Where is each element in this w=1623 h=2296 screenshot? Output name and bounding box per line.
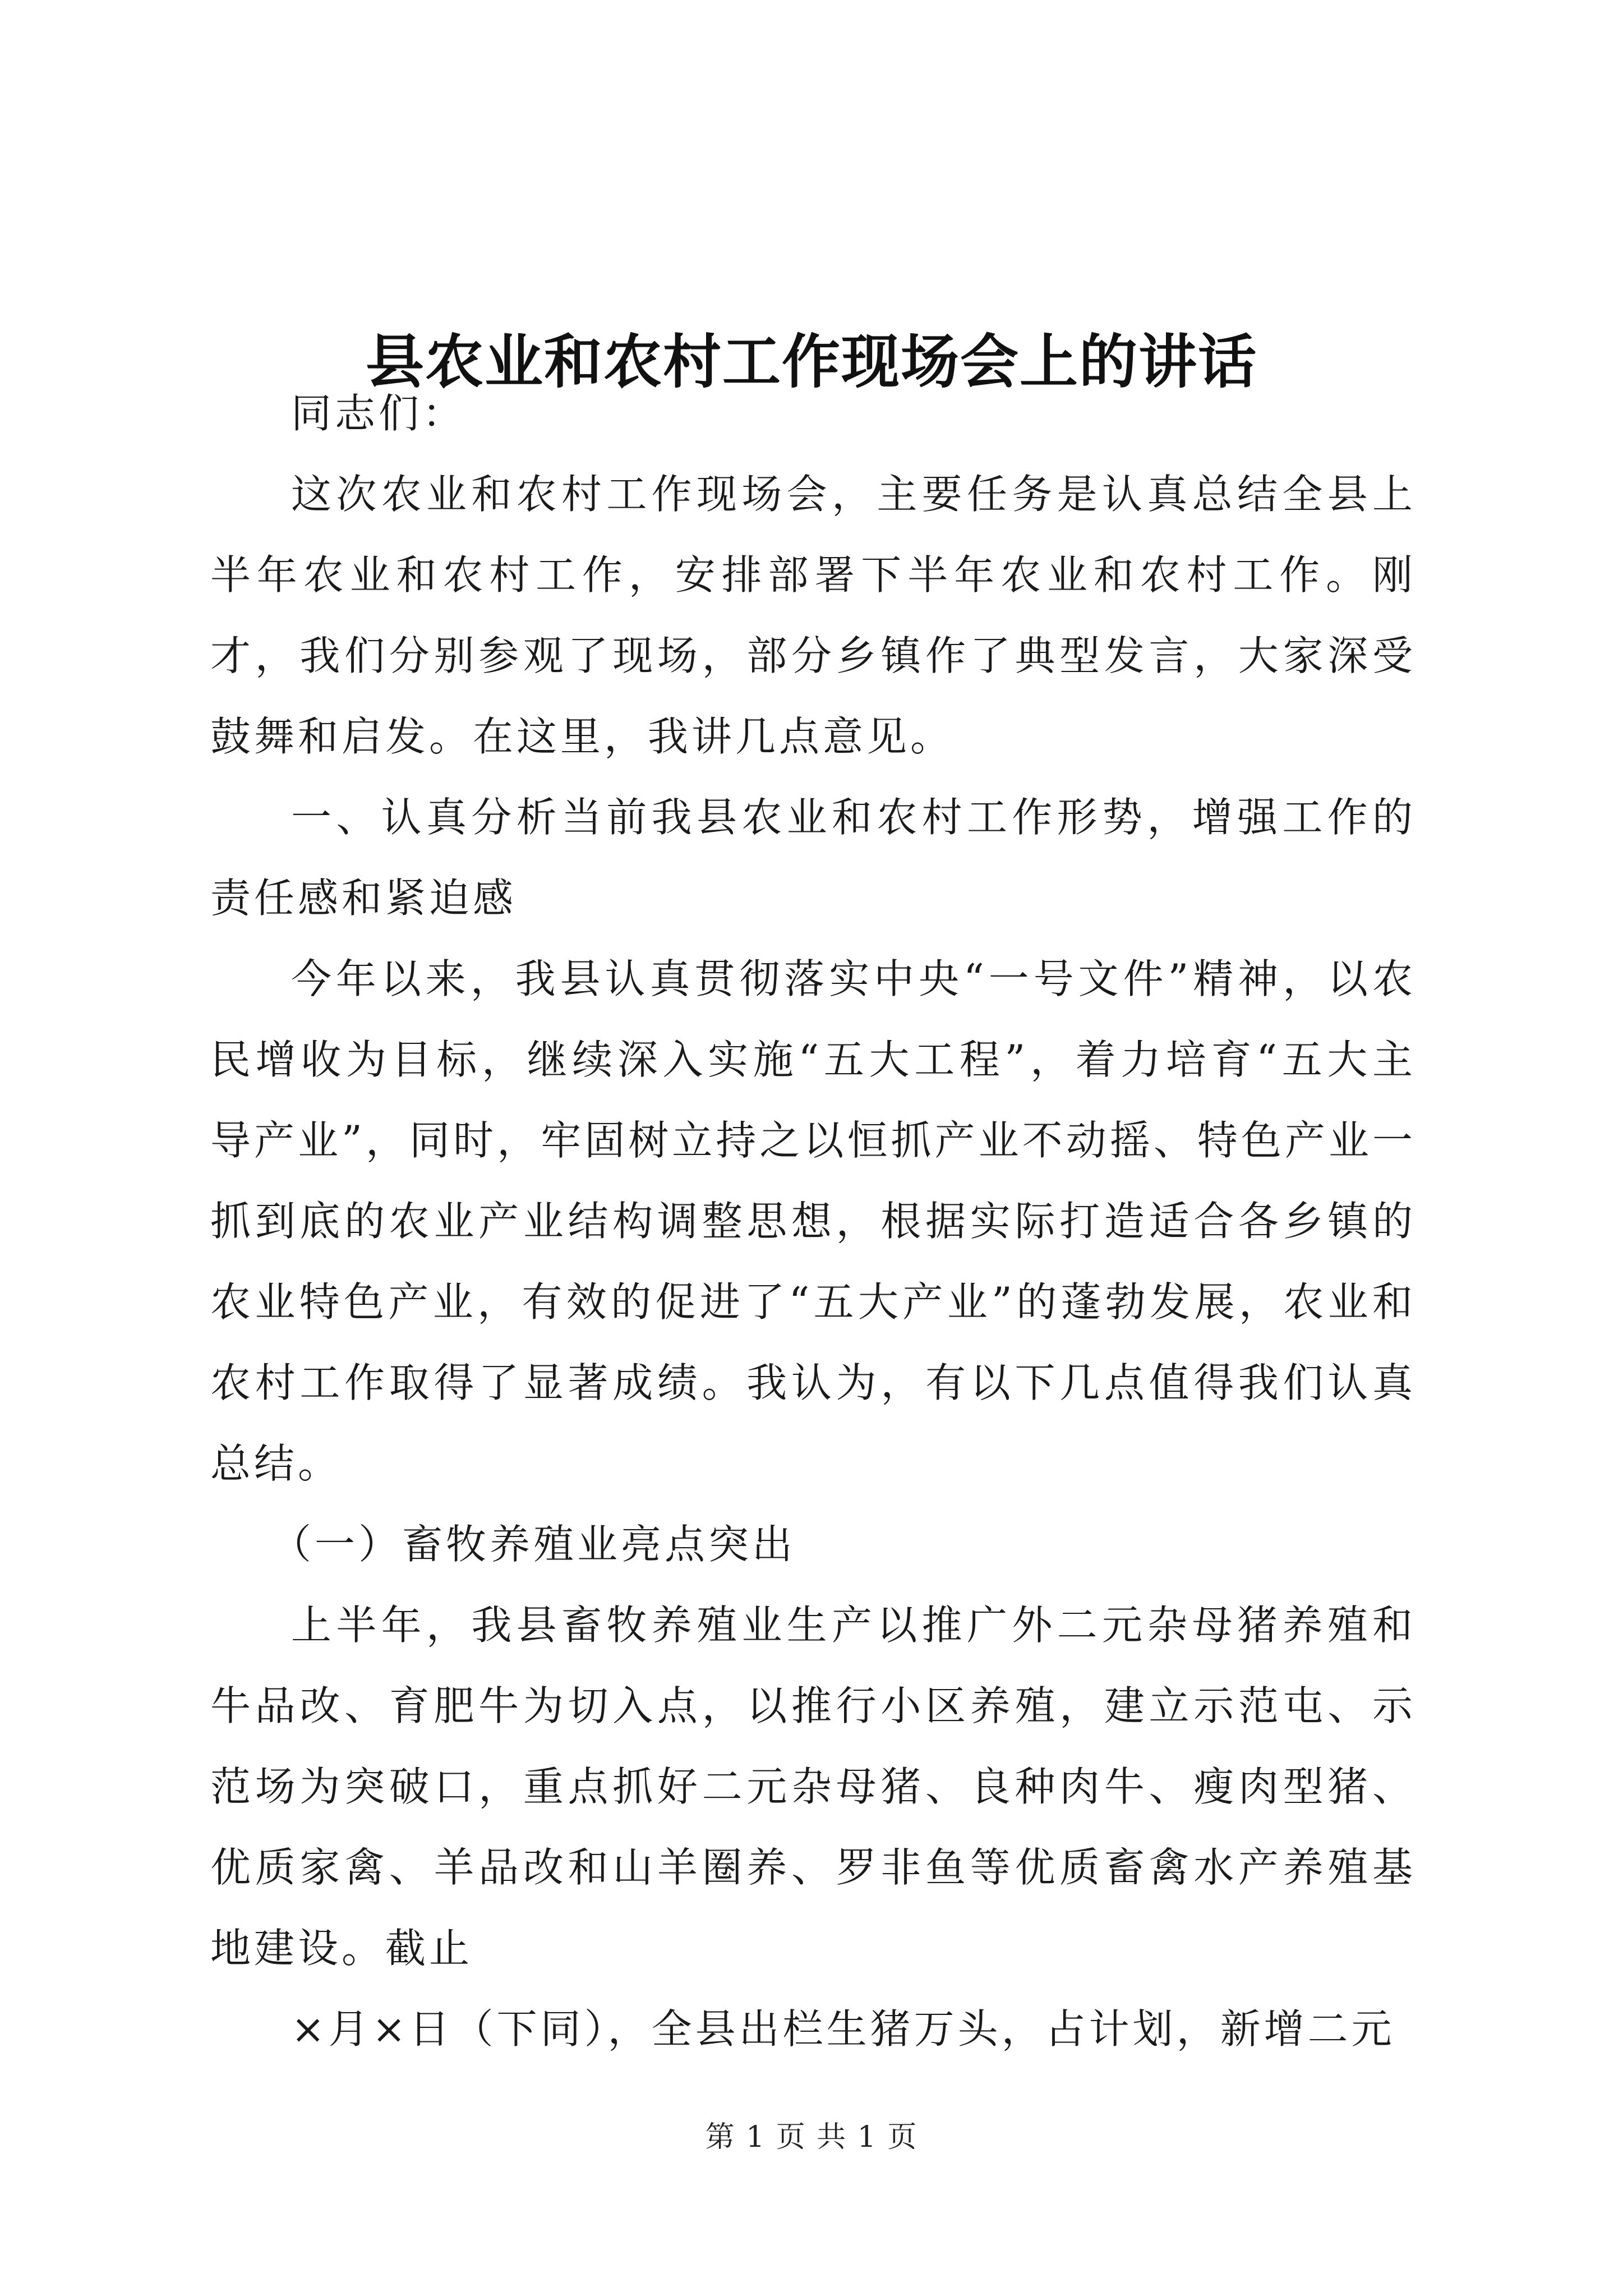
section-heading: 一、认真分析当前我县农业和农村工作形势，增强工作的责任感和紧迫感 [210, 794, 1416, 922]
document-title: 县农业和农村工作现场会上的讲话 [365, 326, 1257, 396]
page-footer: 第 1 页 共 1 页 [705, 2120, 918, 2154]
paragraph-livestock: 上半年，我县畜牧养殖业生产以推广外二元杂母猪养殖和牛品改、育肥牛为切入点，以推行小区养殖，建立示范屯、示范场为突破口，重点抓好二元杂母猪、良种肉牛、瘦肉型猪、优质家禽、羊品改和山羊圈养、罗非鱼等优质畜禽水产养殖基地建设。截止 [210, 1602, 1416, 1972]
salutation: 同志们： [291, 390, 467, 437]
paragraph-overview: 今年以来，我县认真贯彻落实中央“一号文件”精神，以农民增收为目标，继续深入实施“五大工程”，着力培育“五大主导产业”，同时，牢固树立持之以恒抓产业不动摇、特色产业一抓到底的农业产业结构调整思想，根据实际打造适合各乡镇的农业特色产业，有效的促进了“五大产业”的蓬勃发展，农业和农村工作取得了显著成绩。我认为，有以下几点值得我们认真总结。 [210, 955, 1416, 1487]
subsection-heading: （一）畜牧养殖业亮点突出 [271, 1521, 796, 1568]
paragraph-continued: ×月×日（下同），全县出栏生猪万头，占计划，新增二元 [291, 2005, 1395, 2053]
paragraph-intro: 这次农业和农村工作现场会，主要任务是认真总结全县上半年农业和农村工作，安排部署下半年农业和农村工作。刚才，我们分别参观了现场，部分乡镇作了典型发言，大家深受鼓舞和启发。在这里，我讲几点意见。 [210, 471, 1416, 760]
document-body [210, 373, 1416, 2069]
